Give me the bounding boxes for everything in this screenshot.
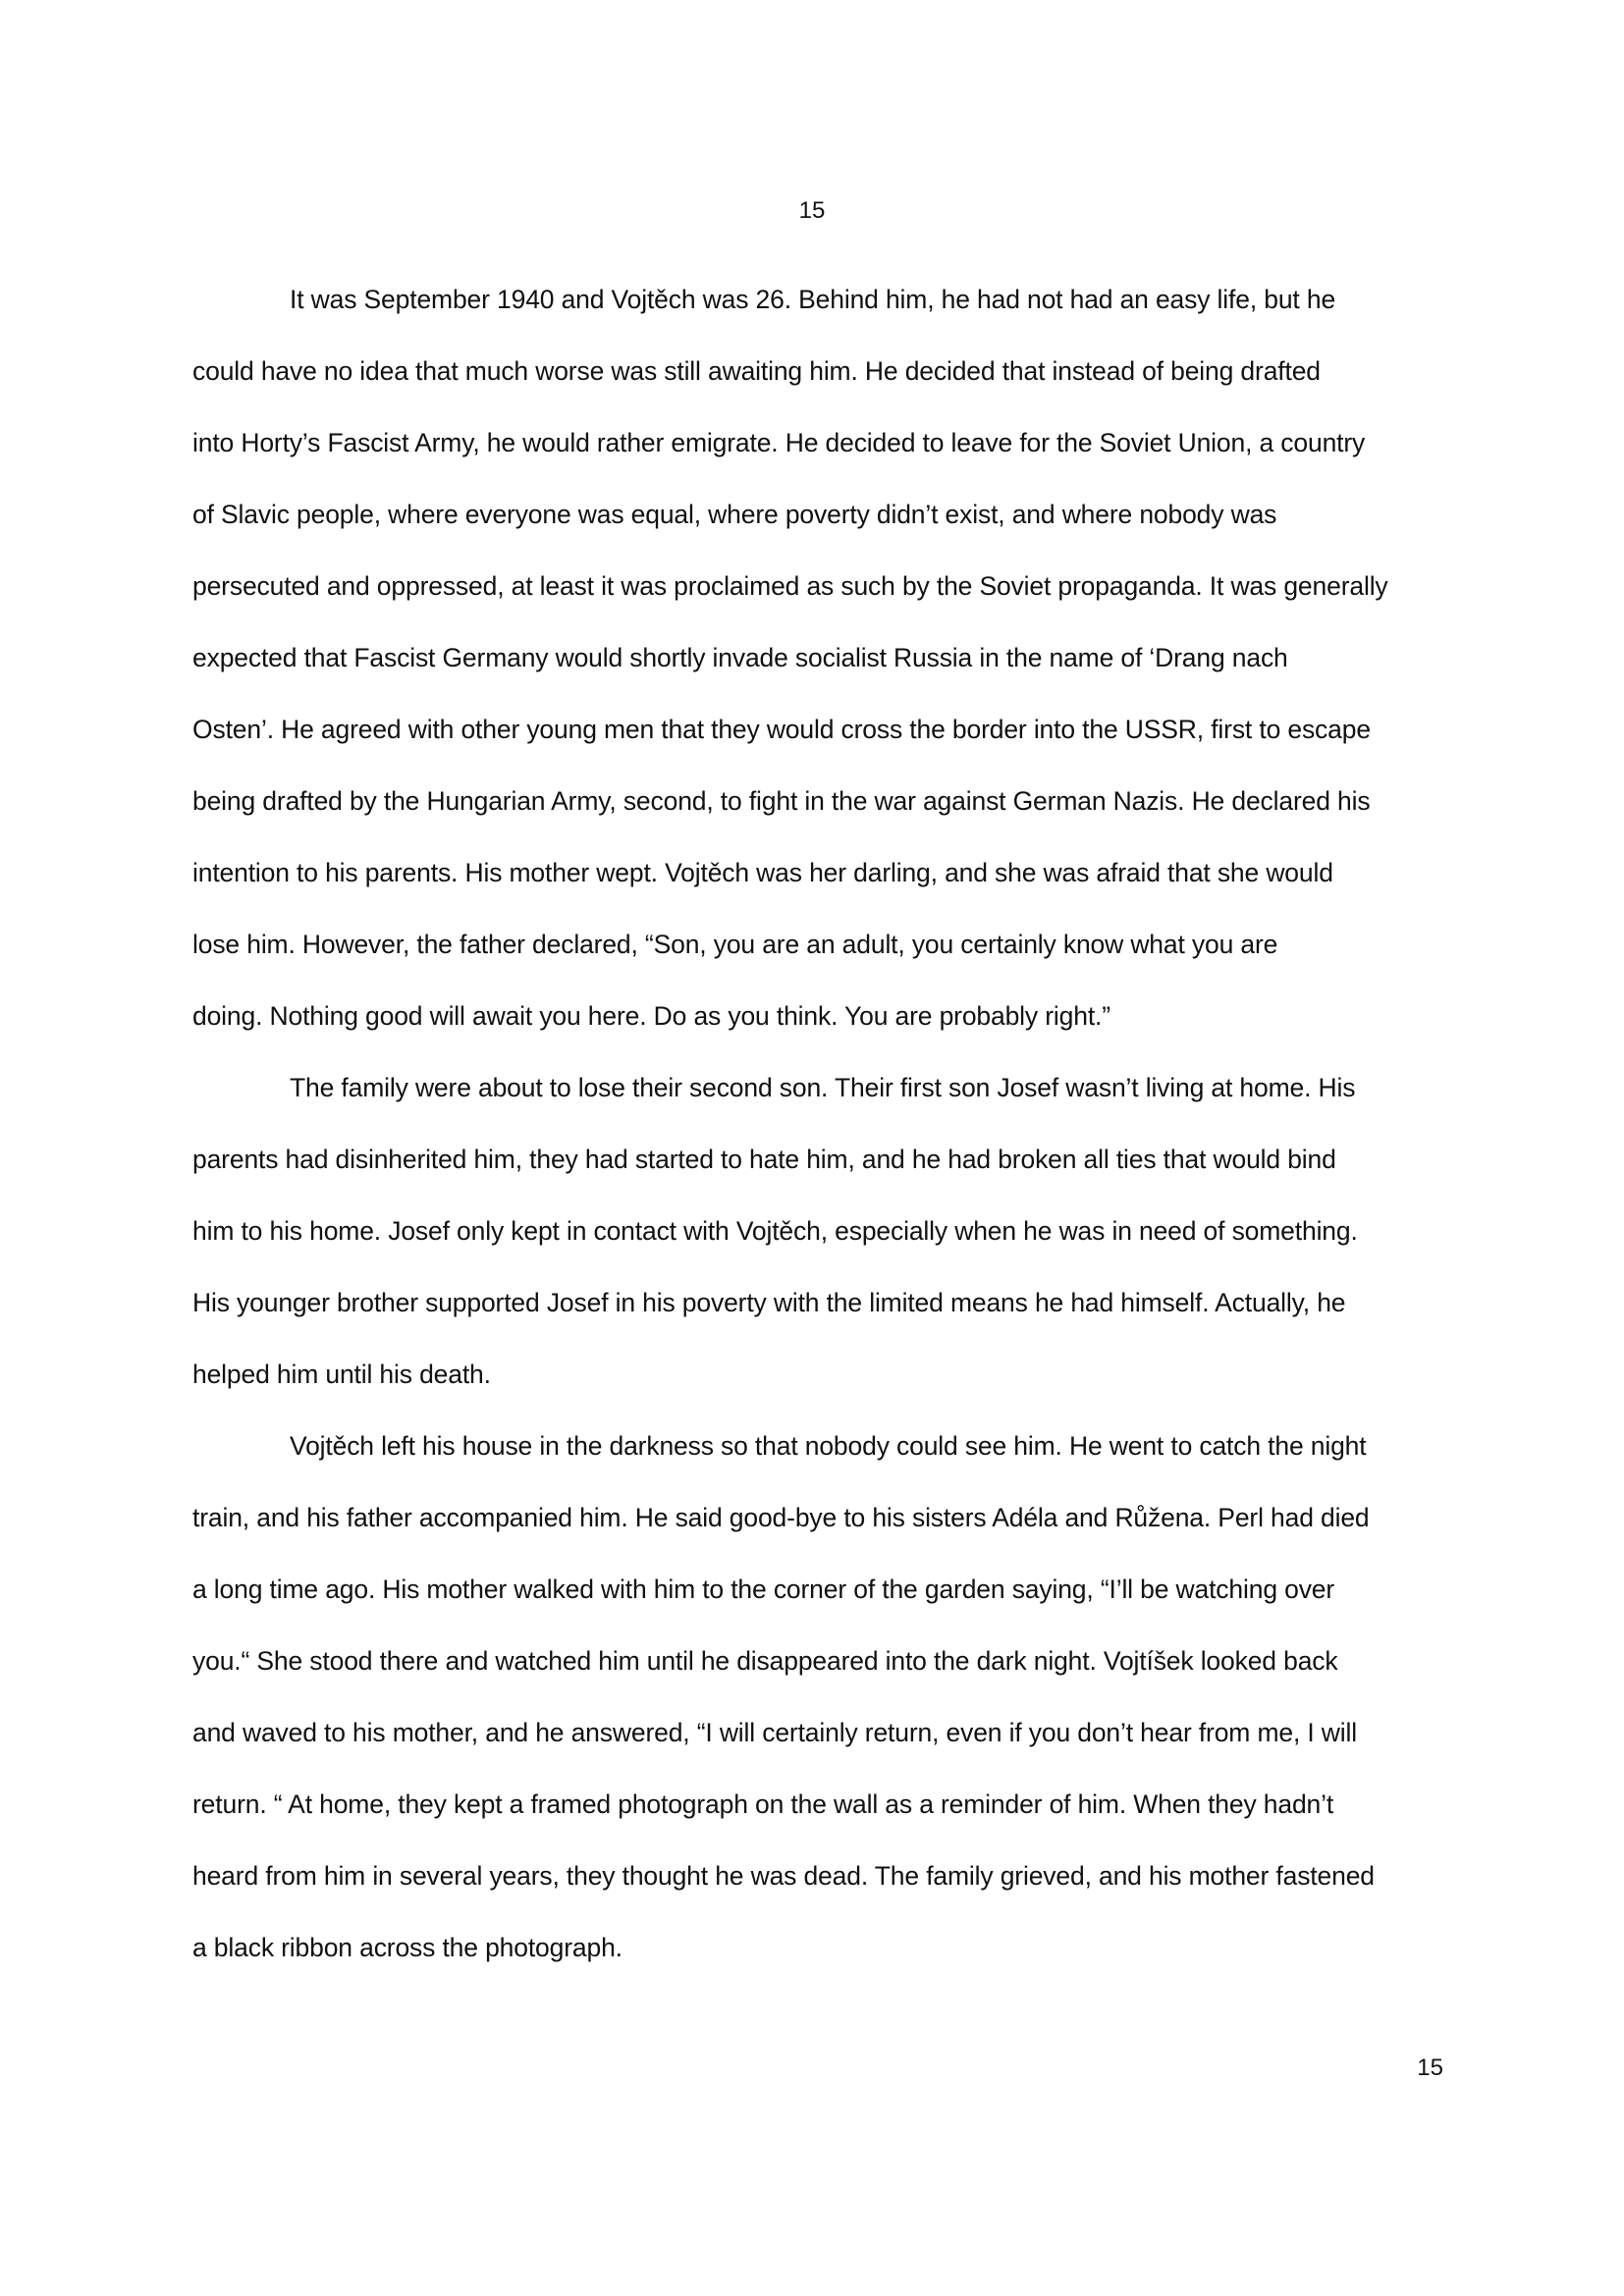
text-line: being drafted by the Hungarian Army, second, to fight in the war against German Nazis. He declared his — [192, 786, 1371, 816]
text-line: Osten’. He agreed with other young men that they would cross the border into the USSR, first to escape — [192, 715, 1371, 744]
text-line: of Slavic people, where everyone was equal, where poverty didn’t exist, and where nobody was — [192, 500, 1277, 529]
text-line: return. “ At home, they kept a framed photograph on the wall as a reminder of him. When they hadn’t — [192, 1789, 1334, 1819]
text-line: intention to his parents. His mother wept. Vojtěch was her darling, and she was afraid that she would — [192, 858, 1333, 887]
page-number-top: 15 — [798, 197, 826, 224]
body-text — [192, 285, 1449, 2004]
text-line: could have no idea that much worse was still awaiting him. He decided that instead of being drafted — [192, 356, 1321, 386]
text-line: The family were about to lose their second son. Their first son Josef wasn’t living at home. His — [290, 1073, 1356, 1102]
text-line: parents had disinherited him, they had started to hate him, and he had broken all ties that would bind — [192, 1145, 1336, 1174]
page-number-bottom: 15 — [1417, 2055, 1443, 2081]
text-line: persecuted and oppressed, at least it was proclaimed as such by the Soviet propaganda. It was generally — [192, 571, 1388, 601]
text-line: doing. Nothing good will await you here. Do as you think. You are probably right.” — [192, 1001, 1110, 1031]
text-line: His younger brother supported Josef in his poverty with the limited means he had himself. Actually, he — [192, 1288, 1346, 1317]
text-line: expected that Fascist Germany would shortly invade socialist Russia in the name of ‘Drang nach — [192, 643, 1288, 672]
text-line: heard from him in several years, they thought he was dead. The family grieved, and his mother fastened — [192, 1861, 1375, 1891]
paragraph-1 — [192, 285, 1449, 1073]
paragraph-3 — [192, 1431, 1449, 2004]
text-line: train, and his father accompanied him. He said good-bye to his sisters Adéla and Růžena. Perl had died — [192, 1503, 1370, 1532]
text-line: a long time ago. His mother walked with him to the corner of the garden saying, “I’ll be watching over — [192, 1575, 1335, 1604]
text-line: a black ribbon across the photograph. — [192, 1933, 623, 1962]
text-line: into Horty’s Fascist Army, he would rather emigrate. He decided to leave for the Soviet Union, a country — [192, 428, 1366, 457]
paragraph-2 — [192, 1073, 1449, 1431]
text-line: and waved to his mother, and he answered, “I will certainly return, even if you don’t hear from me, I will — [192, 1718, 1358, 1747]
text-line: him to his home. Josef only kept in contact with Vojtěch, especially when he was in need of something. — [192, 1216, 1358, 1246]
text-line: you.“ She stood there and watched him until he disappeared into the dark night. Vojtíšek looked back — [192, 1646, 1338, 1676]
text-line: It was September 1940 and Vojtěch was 26. Behind him, he had not had an easy life, but he — [290, 285, 1336, 314]
text-line: Vojtěch left his house in the darkness so that nobody could see him. He went to catch the night — [290, 1431, 1367, 1461]
text-line: helped him until his death. — [192, 1360, 491, 1389]
text-line: lose him. However, the father declared, “Son, you are an adult, you certainly know what you are — [192, 930, 1278, 959]
